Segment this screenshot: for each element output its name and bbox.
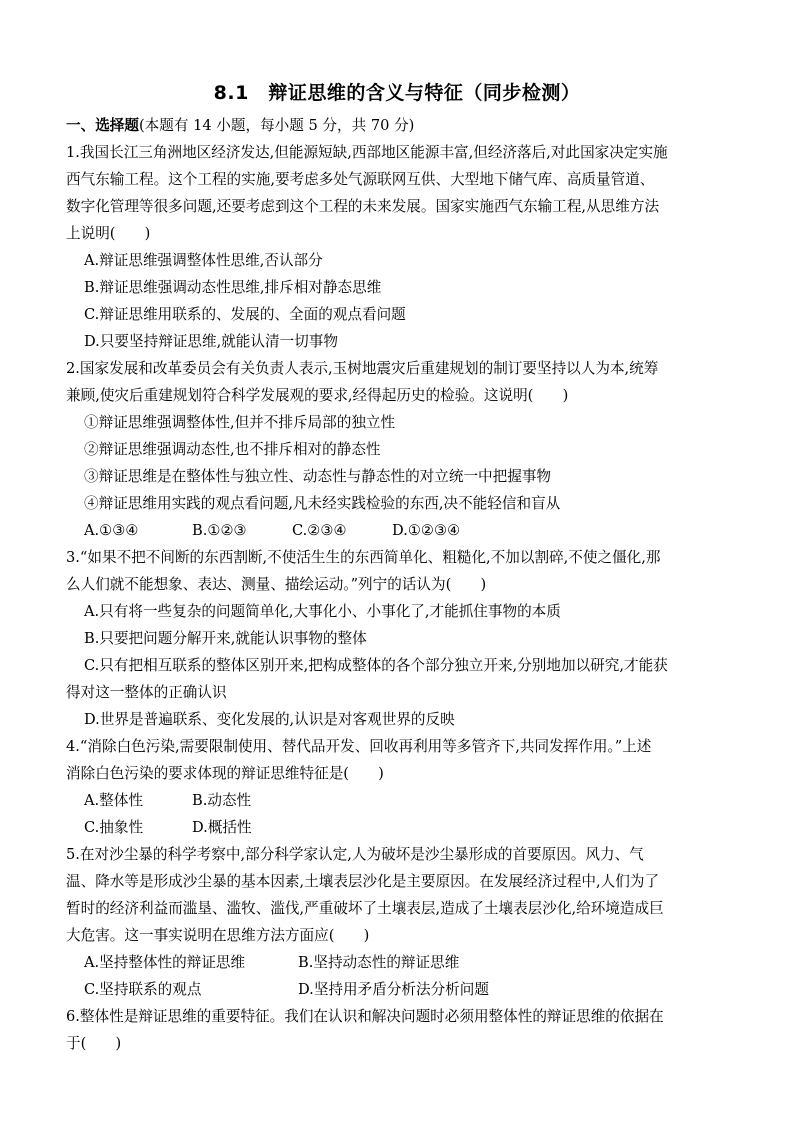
option-c: C.只有把相互联系的整体区别开来,把构成整体的各个部分独立开来,分别地加以研究,才能获 [84, 657, 668, 674]
question-text-line: 3.“如果不把不间断的东西割断,不使活生生的东西简单化、粗糙化,不加以割碎,不使之僵化,那 [66, 549, 661, 566]
question-6 [66, 1003, 726, 1057]
question-text-line: 温、降水等是形成沙尘暴的基本因素,土壤表层沙化是主要原因。在发展经济过程中,人们为了 [66, 873, 660, 890]
option-a: A.整体性 [84, 792, 143, 809]
option-d: D.①②③④ [392, 522, 461, 539]
question-text-line: 么人们就不能想象、表达、测量、描绘运动。”列宁的话认为( ) [66, 576, 487, 593]
question-4 [66, 733, 726, 841]
section-label: 一、选择题 [66, 117, 139, 134]
option-b: B.只要把问题分解开来,就能认识事物的整体 [84, 630, 367, 647]
statement-1: ①辩证思维强调整体性,但并不排斥局部的独立性 [84, 414, 396, 431]
question-text-line: 于( ) [66, 1035, 122, 1052]
option-b: B.①②③ [192, 522, 247, 539]
question-5 [66, 841, 726, 1003]
option-a: A.只有将一些复杂的问题简单化,大事化小、小事化了,才能抓住事物的本质 [84, 603, 561, 620]
option-c: C.②③④ [292, 522, 347, 539]
option-b: B.坚持动态性的辩证思维 [298, 954, 460, 971]
question-text-line: 5.在对沙尘暴的科学考察中,部分科学家认定,人为破坏是沙尘暴形成的首要原因。风力、气 [66, 846, 644, 863]
options-row [66, 787, 726, 814]
options-row [66, 949, 726, 976]
options-row [66, 517, 726, 544]
question-text-line: 1.我国长江三角洲地区经济发达,但能源短缺,西部地区能源丰富,但经济落后,对此国家决定实施 [66, 144, 668, 161]
section-note: (本题有 14 小题，每小题 5 分，共 70 分) [138, 117, 415, 134]
statement-2: ②辩证思维强调动态性,也不排斥相对的静态性 [84, 441, 381, 458]
document-body [66, 112, 726, 1057]
question-text-line: 4.“消除白色污染,需要限制使用、替代品开发、回收再利用等多管齐下,共同发挥作用。”上述 [66, 738, 652, 755]
question-text-line: 西气东输工程。这个工程的实施,要考虑多处气源联网互供、大型地下储气库、高质量管道、 [66, 171, 655, 188]
statement-3: ③辩证思维是在整体性与独立性、动态性与静态性的对立统一中把握事物 [84, 468, 552, 485]
question-3 [66, 544, 726, 733]
option-c-continued: 得对这一整体的正确认识 [66, 684, 227, 701]
statement-4: ④辩证思维用实践的观点看问题,凡未经实践检验的东西,决不能轻信和盲从 [84, 495, 561, 512]
question-text-line: 数字化管理等很多问题,还要考虑到这个工程的未来发展。国家实施西气东输工程,从思维方法 [66, 198, 660, 215]
question-text-line: 上说明( ) [66, 225, 151, 242]
question-text-line: 消除白色污染的要求体现的辩证思维特征是( ) [66, 765, 384, 782]
question-text-line: 6.整体性是辩证思维的重要特征。我们在认识和解决问题时必须用整体性的辩证思维的依据在 [66, 1008, 664, 1025]
option-a: A.辩证思维强调整体性思维,否认部分 [84, 252, 323, 269]
option-d: D.概括性 [192, 819, 252, 836]
options-row [66, 814, 726, 841]
option-c: C.辩证思维用联系的、发展的、全面的观点看问题 [84, 306, 406, 323]
option-a: A.①③④ [84, 522, 139, 539]
question-text-line: 暂时的经济利益而滥垦、滥牧、滥伐,严重破坏了土壤表层,造成了土壤表层沙化,给环境造成巨 [66, 900, 664, 917]
option-c: C.抽象性 [84, 819, 144, 836]
question-2 [66, 355, 726, 544]
page-title: 8.1 辩证思维的含义与特征（同步检测） [213, 82, 581, 104]
option-d: D.只要坚持辩证思维,就能认清一切事物 [84, 333, 338, 350]
option-d: D.世界是普遍联系、变化发展的,认识是对客观世界的反映 [84, 711, 455, 728]
question-text-line: 大危害。这一事实说明在思维方法方面应( ) [66, 927, 370, 944]
options-row [66, 976, 726, 1003]
section-header [66, 112, 726, 139]
question-text-line: 2.国家发展和改革委员会有关负责人表示,玉树地震灾后重建规划的制订要坚持以人为本,统筹 [66, 360, 659, 377]
option-b: B.辩证思维强调动态性思维,排斥相对静态思维 [84, 279, 382, 296]
question-text-line: 兼顾,使灾后重建规划符合科学发展观的要求,经得起历史的检验。这说明( ) [66, 387, 569, 404]
option-b: B.动态性 [192, 792, 252, 809]
option-c: C.坚持联系的观点 [84, 981, 202, 998]
question-1 [66, 139, 726, 355]
option-d: D.坚持用矛盾分析法分析问题 [298, 981, 489, 998]
option-a: A.坚持整体性的辩证思维 [84, 954, 246, 971]
